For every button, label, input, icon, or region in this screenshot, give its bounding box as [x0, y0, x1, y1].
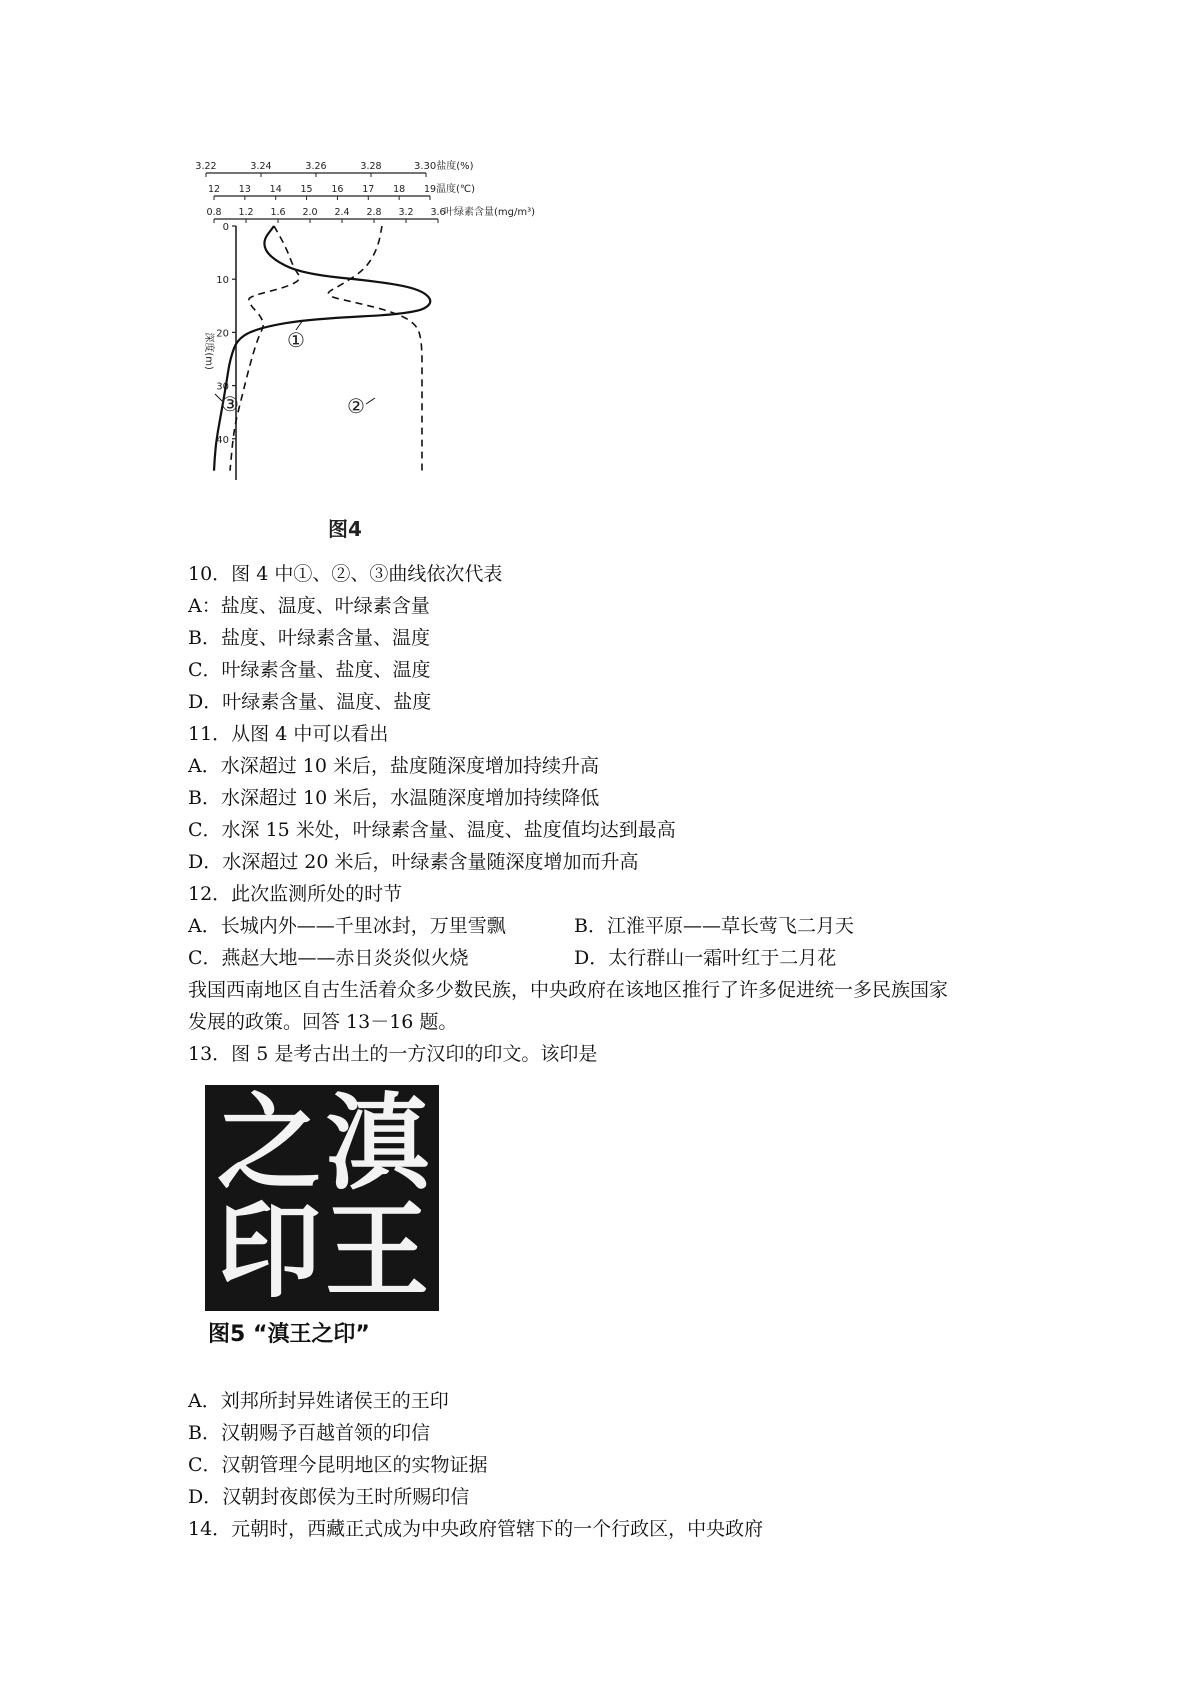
depth-tick-label-0: 0	[222, 222, 229, 233]
q10-option-d: D．叶绿素含量、温度、盐度	[188, 691, 432, 713]
top-axis-2-tick-label-6: 3.2	[398, 207, 414, 218]
top-axis-label-1: 温度(℃)	[436, 184, 476, 195]
top-axis-2-tick-label-7: 3.6	[430, 207, 446, 218]
q11-option-c: C．水深 15 米处，叶绿素含量、温度、盐度值均达到最高	[188, 819, 676, 841]
intro-line-2: 发展的政策。回答 13－16 题。	[188, 1011, 458, 1033]
depth-tick-label-1: 10	[216, 275, 229, 287]
q10-option-c: C．叶绿素含量、盐度、温度	[188, 659, 431, 681]
top-axis-1-tick-label-4: 16	[331, 184, 344, 195]
series-marker-label-1: ②	[347, 394, 365, 418]
top-axis-1-tick-label-5: 17	[362, 184, 375, 195]
q11-option-d: D．水深超过 20 米后，叶绿素含量随深度增加而升高	[188, 851, 639, 873]
top-axis-1-tick-label-3: 15	[300, 184, 313, 195]
seal-char-zhi: 之	[217, 1081, 322, 1204]
seal-char-dian: 滇	[325, 1081, 430, 1204]
intro-line-1: 我国西南地区自古生活着众多少数民族，中央政府在该地区推行了许多促进统一多民族国家	[188, 979, 949, 1001]
q13-option-c: C．汉朝管理今昆明地区的实物证据	[188, 1454, 488, 1476]
series-marker-label-2: ③	[221, 392, 239, 416]
q10-option-b: B．盐度、叶绿素含量、温度	[188, 627, 430, 649]
top-axis-1-tick-label-1: 13	[238, 184, 251, 195]
top-axis-2-tick-label-3: 2.0	[302, 207, 318, 218]
q11-option-b: B．水深超过 10 米后，水温随深度增加持续降低	[188, 787, 600, 809]
q12-option-a: A．长城内外——千里冰封，万里雪飘	[188, 915, 506, 937]
top-axis-1-tick-label-6: 18	[393, 184, 406, 195]
q12-stem: 12．此次监测所处的时节	[188, 883, 403, 905]
q13-option-b: B．汉朝赐予百越首领的印信	[188, 1422, 430, 1444]
series-line-1	[328, 226, 422, 471]
seal-image	[205, 1081, 439, 1312]
top-axis-0-tick-label-3: 3.28	[360, 161, 382, 172]
top-axis-label-2: 叶绿素含量(mg/m³)	[444, 207, 536, 218]
q12-option-b: B．江淮平原——草长莺飞二月天	[574, 915, 854, 937]
series-line-0	[214, 226, 430, 471]
q12-option-c: C．燕赵大地——赤日炎炎似火烧	[188, 947, 469, 969]
figure-5-caption: 图5 “滇王之印”	[208, 1322, 370, 1347]
figure-5	[205, 1081, 445, 1347]
seal-char-wang: 王	[325, 1189, 430, 1312]
q11-option-a: A．水深超过 10 米后，盐度随深度增加持续升高	[188, 755, 599, 777]
top-axis-0-tick-label-1: 3.24	[250, 161, 272, 172]
q13-option-a: A．刘邦所封异姓诸侯王的王印	[188, 1390, 449, 1412]
depth-tick-label-3: 30	[216, 381, 229, 393]
figure-4-chart	[178, 158, 578, 548]
q10-option-a: A：盐度、温度、叶绿素含量	[188, 595, 430, 617]
seal-char-yin: 印	[217, 1189, 322, 1312]
top-axis-0-tick-label-2: 3.26	[305, 161, 327, 172]
top-axis-0-tick-label-0: 3.22	[195, 161, 217, 172]
q11-stem: 11．从图 4 中可以看出	[188, 723, 389, 745]
top-axis-1-tick-label-7: 19	[423, 184, 437, 195]
figure-4-title: 图4	[328, 517, 362, 541]
question-block-2	[188, 1385, 1088, 1545]
q12-option-d: D．太行群山一霜叶红于二月花	[574, 947, 837, 969]
top-axis-2-tick-label-0: 0.8	[206, 207, 222, 218]
top-axis-2-tick-label-2: 1.6	[270, 207, 286, 218]
depth-axis-label: 深度(m)	[203, 332, 214, 370]
top-axis-label-0: 3.30盐度(%)	[414, 161, 474, 172]
top-axis-1-tick-label-2: 14	[269, 184, 282, 195]
series-marker-label-0: ①	[287, 328, 305, 352]
top-axis-2-tick-label-5: 2.8	[366, 207, 382, 218]
figure-4-svg	[178, 158, 578, 548]
depth-tick-label-2: 20	[216, 328, 229, 340]
q12-options-row-2	[188, 942, 1088, 974]
q10-stem: 10．图 4 中①、②、③曲线依次代表	[188, 563, 503, 585]
q13-option-d: D．汉朝封夜郎侯为王时所赐印信	[188, 1486, 470, 1508]
top-axis-2-tick-label-1: 1.2	[238, 207, 254, 218]
q12-options-row-1	[188, 910, 1088, 942]
question-block-1	[188, 558, 1088, 1070]
top-axis-2-tick-label-4: 2.4	[334, 207, 350, 218]
top-axis-1-tick-label-0: 12	[207, 184, 221, 195]
q13-stem: 13．图 5 是考古出土的一方汉印的印文。该印是	[188, 1043, 598, 1065]
q14-stem: 14．元朝时，西藏正式成为中央政府管辖下的一个行政区，中央政府	[188, 1518, 764, 1540]
depth-tick-label-4: 40	[216, 434, 229, 446]
series-marker-leader-1	[366, 398, 375, 404]
